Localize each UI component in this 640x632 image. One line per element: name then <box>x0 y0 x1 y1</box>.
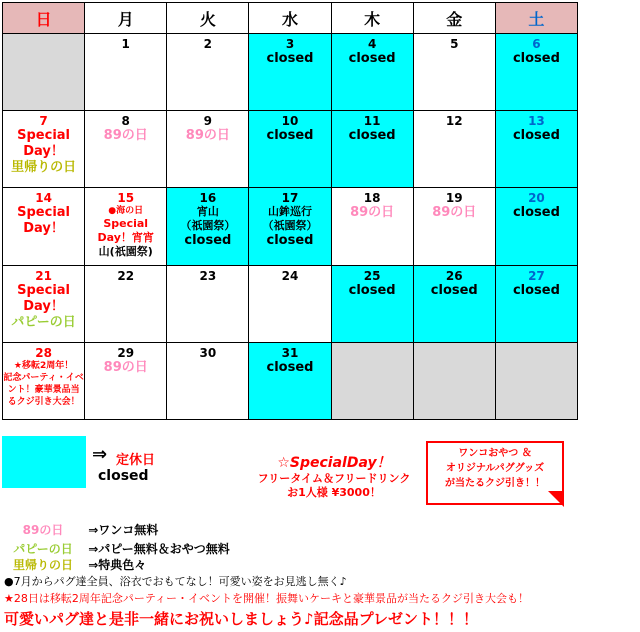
special-day-label: Day！ <box>23 144 64 160</box>
day-number: 24 <box>281 268 299 283</box>
day-cell[interactable] <box>167 111 249 188</box>
closed-label: closed <box>512 128 560 144</box>
special-day-title: ☆SpecialDay！ <box>277 455 391 471</box>
day-number: 26 <box>445 268 463 283</box>
closed-label: closed <box>512 205 560 221</box>
day-cell[interactable] <box>85 342 167 419</box>
key-row-puppy <box>2 540 230 557</box>
yamahoko-label: 山鉾巡行 <box>267 205 312 219</box>
day-cell-closed[interactable] <box>413 265 495 342</box>
closed-label: closed <box>266 233 314 249</box>
key-desc: ⇒パピー無料＆おやつ無料 <box>88 542 230 556</box>
day-cell-closed[interactable] <box>495 34 577 111</box>
day-number: 5 <box>450 37 459 52</box>
empty-day-cell <box>495 342 577 419</box>
anniversary-line: ★移転2周年！ <box>13 360 74 371</box>
yoiyama-label: 宵山 <box>196 205 219 219</box>
day-number: 6 <box>532 37 541 52</box>
day-cell[interactable] <box>167 265 249 342</box>
day89-label: 89の日 <box>103 359 148 375</box>
yama-gion-label: 山(祇園祭) <box>98 245 153 259</box>
day-cell-closed[interactable] <box>495 111 577 188</box>
special-day-label: Day！ <box>23 298 64 314</box>
weekday-header-row <box>3 3 578 34</box>
closed-label: closed <box>348 51 396 67</box>
closed-label: closed <box>348 128 396 144</box>
day-number: 15 <box>117 191 135 206</box>
special-day-line: フリータイム＆フリードリンク <box>257 472 411 485</box>
day-cell[interactable] <box>167 34 249 111</box>
closed-label: closed <box>266 51 314 67</box>
key-row-satogaeri <box>2 556 146 573</box>
key-label: 里帰りの日 <box>12 558 73 572</box>
day-cell-closed[interactable] <box>331 111 413 188</box>
day-cell[interactable] <box>85 111 167 188</box>
lottery-callout <box>426 441 564 505</box>
day-cell-closed[interactable] <box>249 188 331 265</box>
special-day-yoiyoi: Day！宵宵 <box>97 231 154 245</box>
day-number: 30 <box>199 345 217 360</box>
key-label: パピーの日 <box>13 542 73 556</box>
day-cell[interactable] <box>3 111 85 188</box>
closed-label: closed <box>184 233 232 249</box>
day-number: 21 <box>35 268 52 283</box>
week-row <box>3 342 578 419</box>
special-day-label: Special <box>103 217 149 231</box>
week-row <box>3 34 578 111</box>
day-cell[interactable] <box>85 265 167 342</box>
weekday-wed: 水 <box>249 3 331 34</box>
key-label: 89の日 <box>22 523 64 537</box>
note-anniversary: ★28日は移転2周年記念パーティー・イベントを開催！振舞いケーキと豪華景品が当たるクジ引き大会も！ <box>4 592 529 605</box>
closed-label: closed <box>512 51 560 67</box>
day-number: 9 <box>203 114 213 129</box>
day-cell-closed[interactable] <box>331 34 413 111</box>
day-number: 3 <box>285 37 295 52</box>
day-cell-closed[interactable] <box>249 34 331 111</box>
special-day-info <box>254 455 414 500</box>
day-number: 27 <box>528 268 545 283</box>
yoiyoi-label <box>85 231 166 245</box>
day-cell-closed[interactable] <box>495 265 577 342</box>
weekday-fri: 金 <box>413 3 495 34</box>
day-cell[interactable] <box>331 188 413 265</box>
teikyu-label: 定休日 <box>116 453 156 468</box>
day-number: 12 <box>445 114 463 129</box>
special-day-label: Special <box>17 205 71 221</box>
day-cell[interactable] <box>413 188 495 265</box>
day89-label: 89の日 <box>103 128 148 144</box>
special-day-label: Day！ <box>23 221 64 237</box>
legend-closed-label: closed <box>98 468 149 484</box>
day-number: 16 <box>199 191 217 206</box>
gion-label: （祇園祭） <box>180 219 236 233</box>
day89-label: 89の日 <box>185 128 230 144</box>
special-day-line: お1人様 ¥3000！ <box>287 486 381 499</box>
day-cell[interactable] <box>85 34 167 111</box>
closed-legend-swatch <box>2 436 86 488</box>
day-number: 13 <box>528 114 545 129</box>
key-desc: ⇒ワンコ無料 <box>88 523 159 537</box>
anniversary-line: 記念パーティ・イベ <box>3 372 84 383</box>
empty-day-cell <box>3 34 85 111</box>
day-cell[interactable] <box>3 342 85 419</box>
day-cell-closed[interactable] <box>249 342 331 419</box>
day-cell-closed[interactable] <box>249 111 331 188</box>
day-number: 17 <box>281 191 299 206</box>
callout-line: オリジナルパググッズ <box>445 463 545 474</box>
note-yukata: ●7月からパグ達全員、浴衣でおもてなし！可愛い姿をお見逃し無く♪ <box>4 575 347 588</box>
day-number: 23 <box>199 268 217 283</box>
week-row <box>3 111 578 188</box>
callout-line: が当たるクジ引き！！ <box>445 478 545 489</box>
gion-label: （祇園祭） <box>262 219 318 233</box>
day-number: 2 <box>203 37 213 52</box>
empty-day-cell <box>413 342 495 419</box>
puppy-label: パピーの日 <box>11 314 76 330</box>
weekday-tue: 火 <box>167 3 249 34</box>
day-number: 28 <box>35 345 52 360</box>
day89-label: 89の日 <box>432 205 477 221</box>
umi-no-hi-label: ●海の日 <box>108 206 144 217</box>
closed-label: closed <box>430 282 478 298</box>
week-row <box>3 265 578 342</box>
day-cell-closed[interactable] <box>331 265 413 342</box>
key-desc: ⇒特典色々 <box>88 558 147 572</box>
day-number: 1 <box>121 37 130 52</box>
day-number: 25 <box>363 268 381 283</box>
day-cell[interactable] <box>413 111 495 188</box>
day-number: 31 <box>281 345 299 360</box>
day-cell[interactable] <box>413 34 495 111</box>
weekday-mon: 月 <box>85 3 167 34</box>
day-cell-closed[interactable] <box>167 188 249 265</box>
closed-label: closed <box>348 282 396 298</box>
weekday-thu: 木 <box>331 3 413 34</box>
day-cell-closed[interactable] <box>495 188 577 265</box>
anniversary-line: ント！豪華景品当 <box>7 384 80 395</box>
day-number: 22 <box>117 268 135 283</box>
satogaeri-label: 里帰りの日 <box>11 160 77 176</box>
day-number: 29 <box>117 345 135 360</box>
special-day-label: Special <box>17 282 71 298</box>
day-number: 20 <box>528 191 545 206</box>
day-number: 10 <box>281 114 299 129</box>
arrow-icon: ⇒ <box>92 444 108 465</box>
page-fold-icon <box>548 491 564 507</box>
day-cell[interactable] <box>3 188 85 265</box>
callout-line: ワンコおやつ ＆ <box>458 448 532 459</box>
day-number: 4 <box>367 37 377 52</box>
day-number: 11 <box>363 114 381 129</box>
day-cell[interactable] <box>85 188 167 265</box>
day-cell[interactable] <box>3 265 85 342</box>
closed-label: closed <box>266 359 314 375</box>
empty-day-cell <box>331 342 413 419</box>
day-number: 14 <box>35 191 52 206</box>
special-day-label: Special <box>17 128 71 144</box>
day-number: 18 <box>363 191 381 206</box>
day89-label: 89の日 <box>350 205 395 221</box>
day-number: 8 <box>121 114 130 129</box>
note-celebrate: 可愛いパグ達と是非一緒にお祝いしましょう♪記念品プレゼント！！！ <box>4 610 478 628</box>
day-number: 19 <box>445 191 463 206</box>
weekday-sat: 土 <box>495 3 577 34</box>
day-number: 7 <box>39 114 48 129</box>
day-cell[interactable] <box>167 342 249 419</box>
weekday-sun: 日 <box>3 3 85 34</box>
week-row <box>3 188 578 265</box>
anniversary-line: るクジ引き大会！ <box>7 396 80 407</box>
key-row-89 <box>2 521 158 538</box>
day-cell[interactable] <box>249 265 331 342</box>
calendar-grid <box>2 2 578 420</box>
closed-label: closed <box>266 128 314 144</box>
closed-label: closed <box>512 282 560 298</box>
